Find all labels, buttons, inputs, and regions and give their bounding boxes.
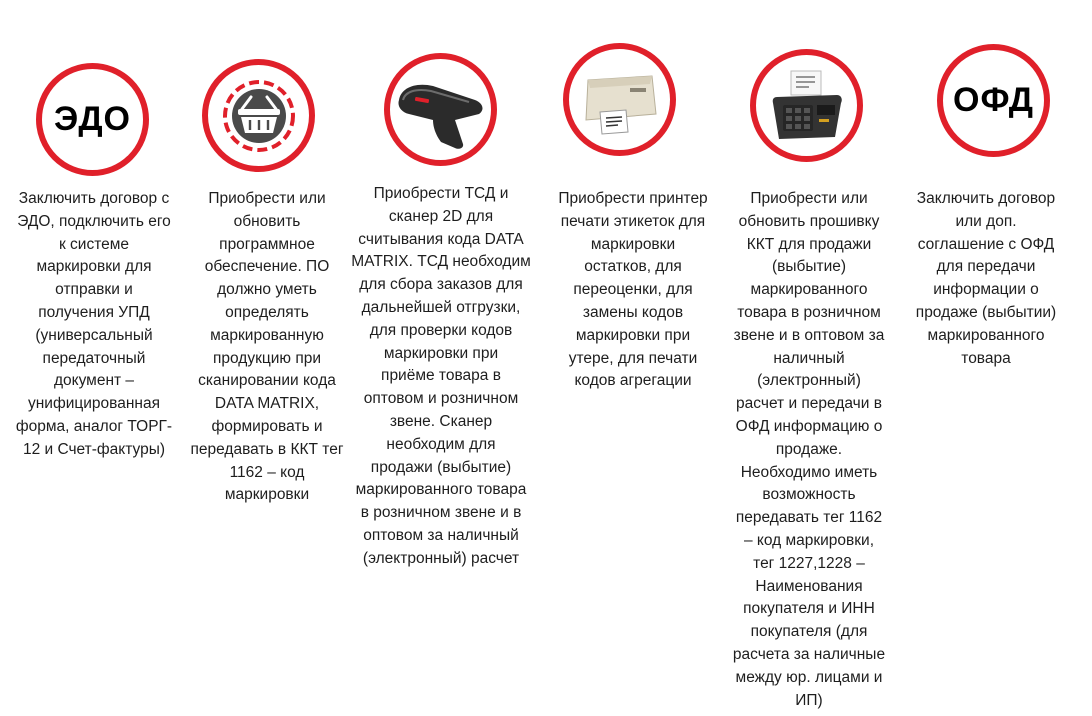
edo-circle-label: ЭДО bbox=[53, 100, 131, 138]
description-line: товара в розничном bbox=[737, 303, 881, 321]
description-line: покупателя и ИНН bbox=[743, 600, 875, 618]
description-line: отправки и bbox=[55, 281, 133, 299]
kkt-circle bbox=[750, 49, 863, 162]
description-line: 1162 – код bbox=[229, 463, 305, 481]
description-line: маркировки для bbox=[36, 258, 152, 276]
printer-circle bbox=[563, 43, 676, 156]
description-line: маркировки при bbox=[575, 326, 691, 344]
description-line: кодов агрегации bbox=[574, 372, 692, 390]
kkt-description bbox=[720, 188, 898, 712]
description-line: ОФД информацию о bbox=[735, 417, 883, 435]
description-line: (универсальный bbox=[35, 326, 153, 344]
description-line: должно уметь bbox=[217, 281, 317, 299]
description-line: остатков, для bbox=[584, 258, 682, 276]
description-line: оптовом и розничном bbox=[363, 390, 519, 408]
description-line: маркированного bbox=[750, 281, 868, 299]
description-line: DATA MATRIX, bbox=[214, 395, 320, 413]
scanner-circle bbox=[384, 53, 497, 166]
description-line: обновить прошивку bbox=[738, 212, 880, 230]
description-line: MATRIX. ТСД необходим bbox=[351, 253, 531, 271]
description-line: унифицированная bbox=[28, 395, 160, 413]
description-line: обеспечение. ПО bbox=[204, 258, 330, 276]
description-line: сканировании кода bbox=[198, 372, 336, 390]
description-line: продаже. bbox=[775, 440, 843, 458]
shopping-basket-icon bbox=[218, 75, 300, 157]
description-line: замены кодов bbox=[582, 303, 684, 321]
description-line: к системе bbox=[58, 235, 130, 253]
description-line: возможность bbox=[762, 486, 856, 504]
description-line: маркировки bbox=[590, 235, 676, 253]
description-line: товара bbox=[961, 349, 1011, 367]
cash-register-icon bbox=[765, 65, 849, 147]
description-line: наличный bbox=[773, 349, 845, 367]
ofd-description bbox=[898, 188, 1074, 370]
description-line: звене и в оптовом за bbox=[733, 326, 885, 344]
description-line: передавать в ККТ тег bbox=[190, 440, 344, 458]
barcode-scanner-icon bbox=[393, 70, 489, 150]
description-line: определять bbox=[225, 303, 309, 321]
description-line: продаже (выбытии) bbox=[915, 303, 1057, 321]
description-line: маркировки при bbox=[383, 344, 499, 362]
description-line: передавать тег 1162 bbox=[735, 509, 883, 527]
description-line: программное bbox=[219, 235, 315, 253]
description-line: Приобрести или bbox=[208, 190, 326, 207]
edo-circle bbox=[36, 63, 149, 176]
description-line: информации о bbox=[933, 281, 1039, 299]
description-line: форма, аналог ТОРГ- bbox=[15, 417, 173, 435]
description-line: дальнейшей отгрузки, bbox=[361, 298, 521, 316]
ofd-circle-label: ОФД bbox=[953, 81, 1034, 119]
description-line: Приобрести ТСД и bbox=[373, 185, 509, 202]
description-line: (выбытие) bbox=[771, 258, 847, 276]
printer-description bbox=[542, 188, 724, 393]
software-description bbox=[181, 188, 353, 507]
description-line: обновить bbox=[233, 212, 301, 230]
software-circle bbox=[202, 59, 315, 172]
description-line: для сбора заказов для bbox=[359, 276, 523, 294]
description-line: маркировки bbox=[224, 486, 310, 504]
description-line: ЭДО, подключить его bbox=[17, 212, 171, 230]
scanner-description bbox=[338, 183, 544, 571]
description-line: передаточный bbox=[42, 349, 146, 367]
description-line: – код маркировки, bbox=[743, 531, 875, 549]
description-line: утере, для печати bbox=[568, 349, 698, 367]
description-line: расчета за наличные bbox=[732, 645, 886, 663]
description-line: ККТ для продажи bbox=[746, 235, 872, 253]
description-line: между юр. лицами и bbox=[735, 668, 883, 686]
description-line: для передачи bbox=[936, 258, 1036, 276]
description-line: Необходимо иметь bbox=[740, 463, 878, 481]
description-line: звене. Сканер bbox=[389, 412, 493, 430]
ofd-circle bbox=[937, 44, 1050, 157]
description-line: переоценки, для bbox=[573, 281, 693, 299]
description-line: сканер 2D для bbox=[388, 207, 494, 225]
description-line: (электронный) bbox=[757, 372, 861, 390]
description-line: ИП) bbox=[795, 691, 823, 709]
edo-description bbox=[2, 188, 186, 462]
description-line: или доп. bbox=[955, 212, 1017, 230]
description-line: формировать и bbox=[211, 417, 323, 435]
description-line: Приобрести или bbox=[750, 190, 868, 207]
description-line: расчет и передачи в bbox=[736, 395, 882, 413]
description-line: в розничном звене и в bbox=[360, 504, 522, 522]
description-line: продукцию при bbox=[212, 349, 321, 367]
description-line: необходим для bbox=[386, 435, 496, 453]
description-line: тег 1227,1228 – bbox=[753, 554, 865, 572]
description-line: продажи (выбытие) bbox=[370, 458, 512, 476]
description-line: маркированного bbox=[927, 326, 1045, 344]
description-line: (электронный) расчет bbox=[362, 549, 520, 567]
description-line: Заключить договор с bbox=[18, 190, 170, 207]
description-line: печати этикеток для bbox=[560, 212, 706, 230]
description-line: 12 и Счет-фактуры) bbox=[22, 440, 166, 458]
description-line: документ – bbox=[53, 372, 135, 390]
description-line: покупателя (для bbox=[750, 623, 868, 641]
description-line: для проверки кодов bbox=[369, 321, 513, 339]
description-line: оптовом за наличный bbox=[363, 526, 519, 544]
description-line: Приобрести принтер bbox=[558, 190, 708, 207]
description-line: маркированную bbox=[210, 326, 324, 344]
description-line: получения УПД bbox=[38, 303, 150, 321]
description-line: считывания кода DATA bbox=[358, 230, 524, 248]
description-line: маркированного товара bbox=[355, 481, 527, 499]
description-line: соглашение с ОФД bbox=[917, 235, 1055, 253]
label-printer-icon bbox=[578, 62, 662, 138]
description-line: Наименования bbox=[755, 577, 863, 595]
description-line: приёме товара в bbox=[381, 367, 501, 385]
description-line: Заключить договор bbox=[916, 190, 1056, 207]
